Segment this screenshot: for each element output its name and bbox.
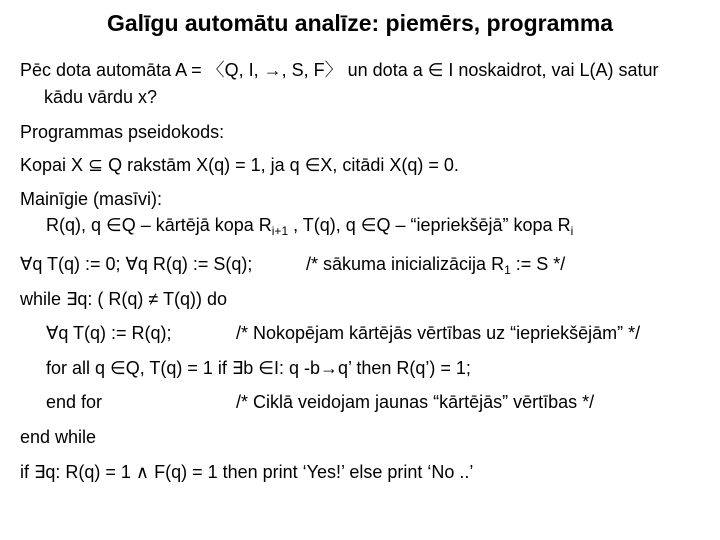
init-comment-end: := S */: [510, 254, 566, 274]
while-line: while ∃q: ( R(q) ≠ T(q)) do: [20, 289, 227, 309]
end-for-code: end for: [46, 392, 103, 412]
init-code: ∀q T(q) := 0; ∀q R(q) := S(q);: [20, 254, 253, 274]
initial-definition: Kopai X ⊆ Q rakstām X(q) = 1, ja q ∈X, citādi X(q) = 0.: [20, 155, 459, 175]
init-comment: [306, 251, 565, 279]
init-comment-text: /* sākuma inicializācija R: [306, 254, 505, 274]
copy-comment: /* Nokopējam kārtējās vērtības uz “iepriekšējām” */: [236, 323, 641, 343]
question-line-2: kādu vārdu x?: [44, 87, 158, 107]
final-line: if ∃q: R(q) = 1 ∧ F(q) = 1 then print ‘Yes!’ else print ‘No ..’: [20, 462, 474, 482]
variables-r-subscript: i+1: [271, 224, 289, 238]
end-for-comment: /* Ciklā veidojam jaunas “kārtējās” vērtības */: [236, 392, 595, 412]
question-line-1: Pēc dota automāta A = 〈Q, I, →, S, F〉 un dota a ∈ I noskaidrot, vai L(A) satur: [20, 60, 659, 80]
variables-description: [46, 212, 573, 240]
end-while-line: end while: [20, 427, 97, 447]
program-heading: Programmas pseidokods:: [20, 122, 225, 142]
slide-title: Galīgu automātu analīze: piemērs, programma: [106, 10, 614, 36]
copy-code: ∀q T(q) := R(q);: [46, 323, 172, 343]
variables-r-desc: R(q), q ∈Q – kārtējā kopa R: [46, 215, 272, 235]
variables-heading: Mainīgie (masīvi):: [20, 189, 163, 209]
for-line: for all q ∈Q, T(q) = 1 if ∃b ∈I: q -b→q’ then R(q’) = 1;: [46, 358, 471, 378]
variables-t-subscript: i: [570, 224, 574, 238]
init-comment-subscript: 1: [504, 263, 511, 277]
variables-t-desc: , T(q), q ∈Q – “iepriekšējā” kopa R: [288, 215, 571, 235]
